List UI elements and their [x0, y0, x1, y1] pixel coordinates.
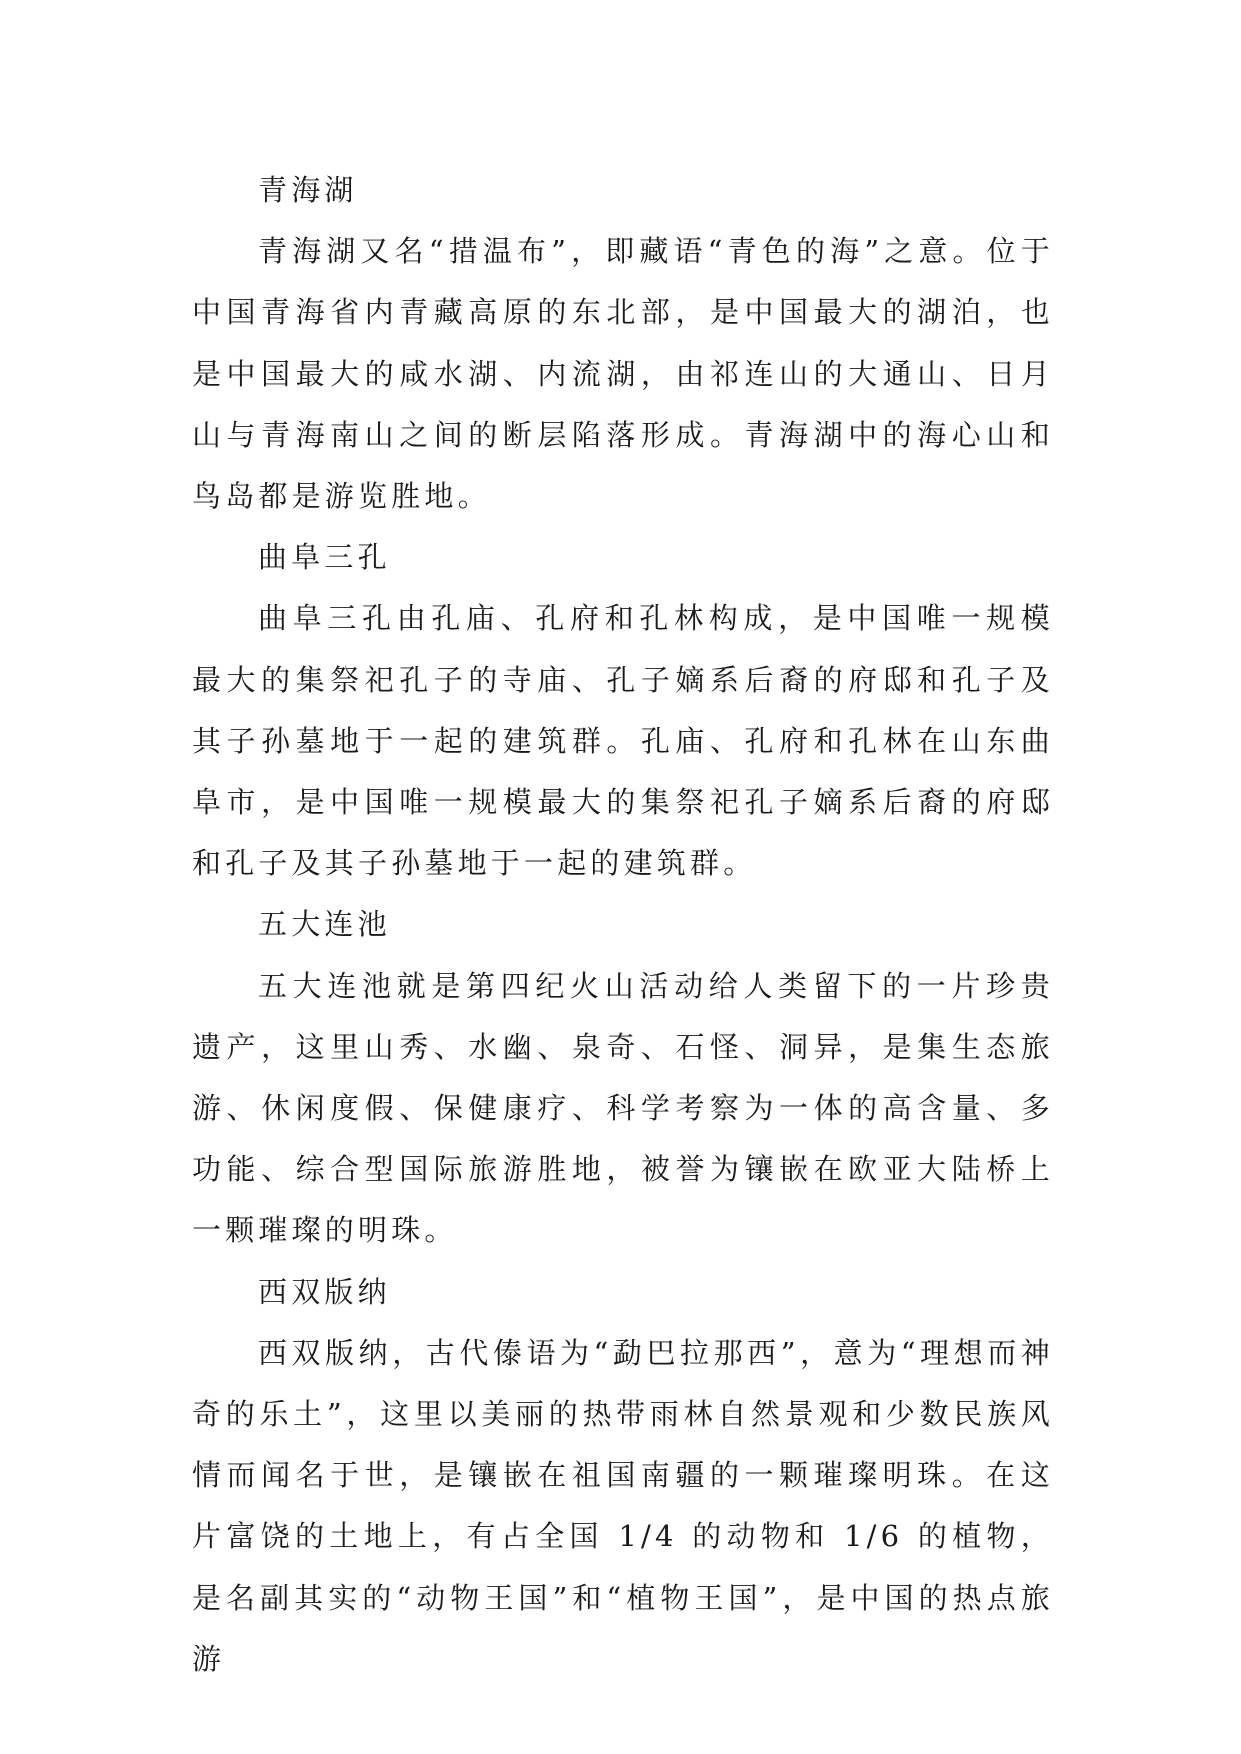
document-body [192, 160, 1054, 1690]
section-body-qufu-sankong: 曲阜三孔由孔庙、孔府和孔林构成，是中国唯一规模最大的集祭祀孔子的寺庙、孔子嫡系后裔的府邸和孔子及其子孙墓地于一起的建筑群。孔庙、孔府和孔林在山东曲阜市，是中国唯一规模最大的集祭祀孔子嫡系后裔的府邸和孔子及其子孙墓地于一起的建筑群。 [192, 601, 1054, 881]
section-heading-qinghai-lake: 青海湖 [258, 173, 358, 207]
section-heading-wudalianchi: 五大连池 [258, 907, 391, 942]
section-body-xishuangbanna: 西双版纳，古代傣语为“勐巴拉那西”，意为“理想而神奇的乐土”，这里以美丽的热带雨林自然景观和少数民族风情而闻名于世，是镶嵌在祖国南疆的一颗璀璨明珠。在这片富饶的土地上，有占全国 1/4 的动物和 1/6 的植物，是名副其实的“动物王国”和“植物王国”，是中国的热点旅游 [192, 1335, 1054, 1676]
section-body-qinghai-lake: 青海湖又名“措温布”，即藏语“青色的海”之意。位于中国青海省内青藏高原的东北部，是中国最大的湖泊，也是中国最大的咸水湖、内流湖，由祁连山的大通山、日月山与青海南山之间的断层陷落形成。青海湖中的海心山和鸟岛都是游览胜地。 [192, 234, 1054, 514]
section-body-wudalianchi: 五大连池就是第四纪火山活动给人类留下的一片珍贵遗产，这里山秀、水幽、泉奇、石怪、洞异，是集生态旅游、休闲度假、保健康疗、科学考察为一体的高含量、多功能、综合型国际旅游胜地，被誉为镶嵌在欧亚大陆桥上一颗璀璨的明珠。 [192, 968, 1054, 1248]
section-heading-qufu-sankong: 曲阜三孔 [258, 540, 391, 575]
section-heading-xishuangbanna: 西双版纳 [258, 1274, 391, 1309]
